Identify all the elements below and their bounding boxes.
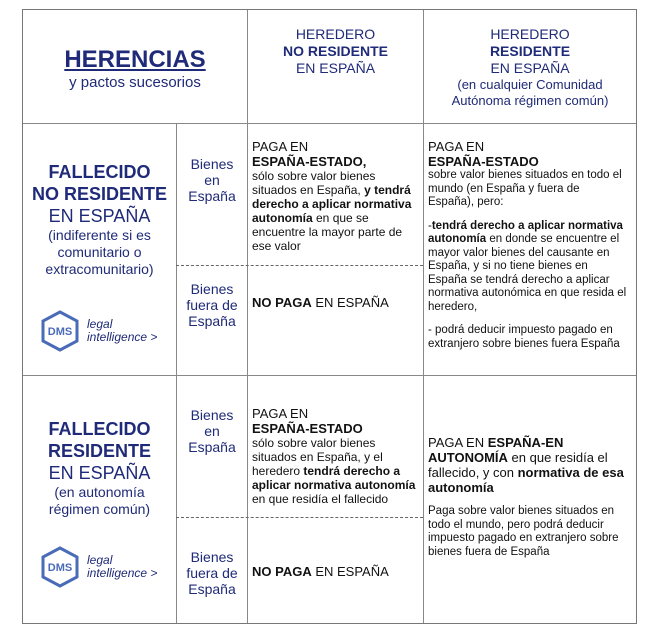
row2-r-p2d: bienes fuera de España (428, 545, 550, 558)
col-divider-1 (247, 10, 248, 623)
row1-label-note3: extracomunitario) (45, 261, 154, 277)
row2-label (23, 418, 176, 518)
row2-bienes-en-l1: Bienes (190, 407, 234, 423)
row2-r-p2c: impuesto pagado en extranjero sobre (428, 532, 619, 544)
row2-label-line1: FALLECIDO (48, 419, 151, 439)
row2-label-line2: RESIDENTE (47, 441, 152, 461)
row1-r-p3a: sobre valor bienes situados en todo el (428, 169, 622, 181)
row2-r-p1c: AUTONOMÍA (428, 450, 508, 465)
dms-logo-2 (39, 546, 157, 588)
row1-nr-en-p3e: autonomía (252, 211, 313, 225)
row1-r-p4e: mayor valor bienes del causante en (428, 246, 610, 259)
row1-nr-en-p3a: sólo sobre valor bienes (252, 169, 376, 183)
row1-r-p4i: heredero, (428, 300, 478, 313)
row1-label-note2: comunitario o (57, 244, 142, 260)
dms-logo-icon (39, 310, 81, 352)
header-residente (424, 26, 636, 109)
row1-bienes-fuera-espana (177, 281, 247, 329)
row2-nr-en-p3f: en que residía el fallecido (252, 492, 389, 506)
row2-r-p1a: PAGA EN (428, 435, 488, 450)
row1-nr-en-p3d: derecho a aplicar normativa (252, 197, 412, 211)
row1-nr-en-p3g: encuentre la mayor parte de (252, 225, 403, 239)
row1-nr-en-p3h: ese valor (252, 239, 301, 253)
dms-logo (39, 310, 157, 352)
header-col2-line4: (en cualquier Comunidad (457, 77, 603, 92)
row2-nr-en-p3c: heredero (252, 464, 304, 478)
row2-r-p1b: ESPAÑA-EN (487, 435, 564, 450)
row1-r-p4g: España se tendrá derecho a aplicar (428, 273, 610, 286)
row1-r-p4a: - (428, 219, 432, 232)
row1-label (23, 161, 176, 278)
row1-label-line2: NO RESIDENTE (31, 184, 168, 204)
row1-r-p4d: en donde se encuentre el (486, 233, 620, 245)
row2-nr-en-p3e: aplicar normativa autonomía (252, 478, 416, 492)
row1-bienes-en-l2: en (204, 172, 220, 188)
row2-bienes-fuera-espana (177, 549, 247, 597)
row1-bienes-fuera-l3: España (188, 313, 236, 329)
dashed-divider-row2 (176, 517, 423, 518)
row1-bienes-fuera-l1: Bienes (190, 281, 234, 297)
row2-r-p1f: normativa de esa (517, 465, 624, 480)
row2-r-p1d: en que residía el (507, 450, 608, 465)
dms-logo-text (87, 318, 157, 344)
dms-logo-icon-2 (39, 546, 81, 588)
logo-arrow: > (150, 330, 158, 344)
row-divider-middle (23, 375, 636, 376)
row2-bienes-fuera-l1: Bienes (190, 549, 234, 565)
row1-nr-fuera-rest: EN ESPAÑA (311, 295, 389, 310)
title-cell (23, 46, 247, 91)
row1-r-p3b: mundo (en España y fuera de (428, 182, 580, 195)
row2-label-note1: (en autonomía (54, 484, 145, 500)
dms-logo-text-2 (87, 554, 157, 580)
row2-nr-en-p1: PAGA EN (252, 406, 309, 421)
logo-line1: legal (87, 317, 113, 331)
row2-bienes-fuera-l2: fuera de (186, 565, 238, 581)
page-title: HERENCIAS (64, 46, 206, 73)
row1-label-line1: FALLECIDO (48, 162, 151, 182)
row1-r-p4c: autonomía (428, 233, 487, 245)
row1-nr-fuera-bold: NO PAGA (252, 295, 312, 310)
row2-nr-en-p2: ESPAÑA-ESTADO (252, 421, 363, 436)
row2-bienes-fuera-l3: España (188, 581, 236, 597)
row1-label-line3: EN ESPAÑA (48, 206, 151, 226)
logo-arrow: > (150, 566, 158, 580)
row2-nr-fuera-espana (252, 564, 420, 579)
row1-bienes-en-espana (177, 156, 247, 204)
row2-nr-en-espana (252, 406, 420, 506)
row2-bienes-en-espana (177, 407, 247, 455)
row1-nr-en-p3c: y tendrá (364, 183, 411, 197)
dashed-divider-row1 (176, 265, 423, 266)
row2-nr-en-p3b: situados en España, y el (252, 450, 383, 464)
row1-nr-en-espana (252, 139, 420, 253)
row1-residente (428, 139, 634, 351)
row1-nr-fuera-espana (252, 295, 420, 310)
row1-bienes-fuera-l2: fuera de (186, 297, 238, 313)
row2-r-p1e: fallecido, y con (428, 465, 518, 480)
row1-r-p1: PAGA EN (428, 139, 485, 154)
row1-r-p2: ESPAÑA-ESTADO (428, 154, 539, 169)
row2-r-p1g: autonomía (428, 480, 494, 495)
row2-label-line3: EN ESPAÑA (48, 463, 151, 483)
header-col2-line5: Autónoma régimen común) (451, 93, 609, 108)
row1-r-p5a: - podrá deducir impuesto pagado en (428, 324, 613, 336)
row2-label-note2: régimen común) (48, 501, 151, 517)
header-col1-line2: NO RESIDENTE (282, 43, 388, 59)
row1-nr-en-p3b: situados en España, (252, 183, 365, 197)
row2-nr-en-p3a: sólo sobre valor bienes (252, 436, 376, 450)
row1-bienes-en-l1: Bienes (190, 156, 234, 172)
herencias-table (22, 9, 637, 624)
row1-r-p3c: España), pero: (428, 196, 504, 208)
page-subtitle: y pactos sucesorios (69, 74, 201, 91)
header-col2-line2: RESIDENTE (489, 43, 571, 59)
logo-line2: intelligence (87, 330, 148, 344)
row1-nr-en-p1: PAGA EN (252, 139, 309, 154)
row1-nr-en-p3f: en que se (312, 211, 369, 225)
row1-r-p4f: España, y si no tiene bienes en (428, 260, 588, 272)
row1-r-p5b: extranjero sobre bienes fuera España (428, 337, 620, 350)
svg-text:DMS: DMS (47, 326, 73, 338)
row-divider-header (23, 123, 636, 124)
logo-line1: legal (87, 553, 113, 567)
row2-bienes-en-l3: España (188, 439, 236, 455)
row1-label-note1: (indiferente si es (48, 227, 151, 243)
row2-nr-fuera-rest: EN ESPAÑA (311, 564, 389, 579)
row1-r-p4h: normativa autonómica en que resida el (428, 287, 627, 299)
row1-r-p4b: tendrá derecho a aplicar normativa (431, 219, 623, 232)
header-col2-line3: EN ESPAÑA (490, 60, 570, 76)
logo-line2: intelligence (87, 566, 148, 580)
header-col1-line3: EN ESPAÑA (295, 60, 376, 76)
row2-nr-fuera-bold: NO PAGA (252, 564, 312, 579)
row2-r-p2a: Paga sobre valor bienes situados en (428, 505, 615, 517)
header-col2-line1: HEREDERO (490, 26, 570, 42)
row2-bienes-en-l2: en (204, 423, 220, 439)
row2-residente (428, 435, 634, 559)
header-no-residente (248, 26, 423, 77)
row1-bienes-en-l3: España (188, 188, 236, 204)
svg-text:DMS: DMS (47, 562, 73, 574)
row2-nr-en-p3d: tendrá derecho a (303, 464, 401, 478)
row1-nr-en-p2: ESPAÑA-ESTADO, (252, 154, 367, 169)
header-col1-line1: HEREDERO (295, 26, 376, 42)
row2-r-p2b: todo el mundo, pero podrá deducir (428, 518, 604, 531)
